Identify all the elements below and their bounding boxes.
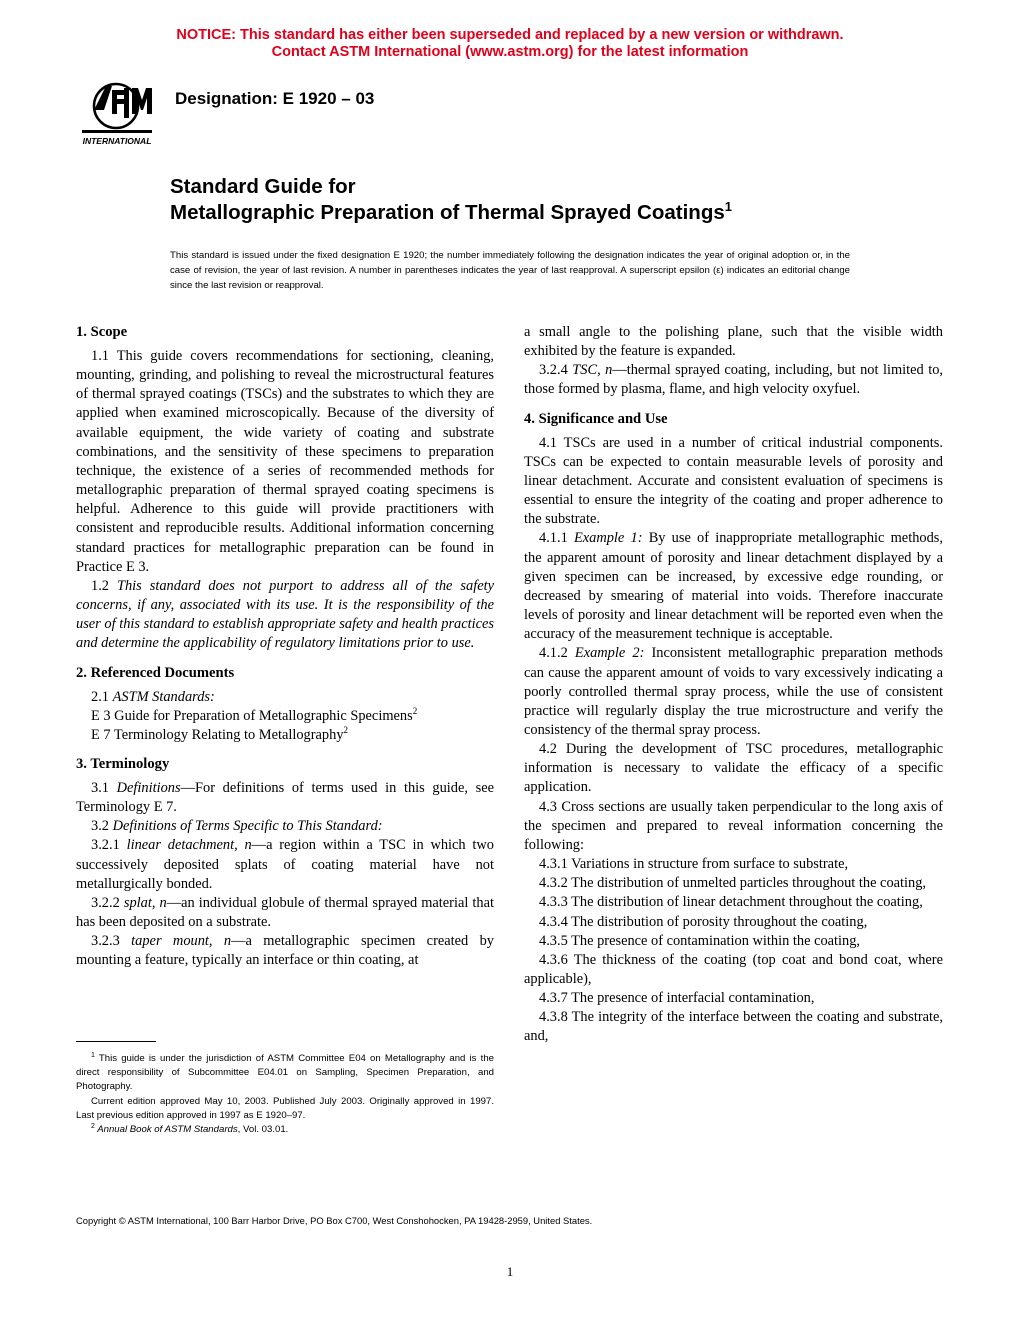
section-heading-significance: 4. Significance and Use [524,410,668,427]
page-title [170,174,732,226]
footnote-1-edition: Current edition approved May 10, 2003. Published July 2003. Originally approved in 1997. Last previous edition approved in 1997 as E 1920–97. [76,1095,494,1121]
footnotes [76,1052,494,1137]
paragraph-3-2-2: 3.2.2 splat, n—an individual globule of thermal sprayed material that has been deposited on a substrate. [76,894,494,931]
paragraph-3-2-4: 3.2.4 TSC, n—thermal sprayed coating, including, but not limited to, those formed by plasma, flame, and high velocity oxyfuel. [524,362,943,398]
paragraph-4-3: 4.3 Cross sections are usually taken perpendicular to the long axis of the specimen and prepared to reveal information concerning the following: [524,798,943,853]
paragraph-4-1: 4.1 TSCs are used in a number of critical industrial components. TSCs can be expected to contain measurable levels of porosity and linear detachment. Accurate and consistent evaluation of specimens is essential to ensure the integrity of the coating and proper adherence to the substrate. [524,434,943,528]
section-heading-terminology: 3. Terminology [76,755,170,772]
paragraph-1-2: 1.2 This standard does not purport to address all of the safety concerns, if any, associated with its use. It is the responsibility of the user of this standard to establish appropriate safety and health practices and determine the applicability of regulatory limitations prior to use. [76,577,494,652]
section-heading-scope: 1. Scope [76,324,128,340]
logo-text: INTERNATIONAL [82,136,152,146]
paragraph-2-1: 2.1 ASTM Standards: [91,688,215,705]
astm-logo-icon [76,76,160,148]
paragraph-3-2-1: 3.2.1 linear detachment, n—a region within a TSC in which two successively deposited splats of coating material have not metallurgically bonded. [76,837,494,892]
paragraph-4-3-2: 4.3.2 The distribution of unmelted particles throughout the coating, [539,875,927,892]
paragraph-3-2-3: 3.2.3 taper mount, n—a metallographic specimen created by mounting a feature, typically an interface or thin coating, at [76,933,494,969]
title-footnote-mark[interactable]: 1 [724,199,732,215]
paragraph-3-1: 3.1 Definitions—For definitions of terms used in this guide, see Terminology E 7. [76,779,494,816]
title-line-1: Standard Guide for [170,175,356,198]
footnote-2: $^2$ Annual Book of ASTM Standards, Vol. 03.01. [91,1122,289,1136]
notice-line-1: NOTICE: This standard has either been superseded and replaced by a new version or withdrawn. [176,27,844,43]
paragraph-4-3-3: 4.3.3 The distribution of linear detachment throughout the coating, [539,894,923,911]
paragraph-4-3-5: 4.3.5 The presence of contamination within the coating, [539,932,861,949]
paragraph-4-3-8: 4.3.8 The integrity of the interface between the coating and substrate, and, [524,1009,943,1045]
left-column [76,323,494,971]
section-heading-referenced-documents: 2. Referenced Documents [76,664,235,681]
paragraph-4-3-1: 4.3.1 Variations in structure from surface to substrate, [539,856,849,873]
paragraph-4-3-6: 4.3.6 The thickness of the coating (top coat and bond coat, where applicable), [524,951,943,987]
paragraph-1-1: 1.1 This guide covers recommendations for sectioning, cleaning, mounting, grinding, and polishing to reveal the microstructural features of thermal sprayed coatings (TSCs) and the substrates to which they are applied when examined microscopically. Because of the diversity of available equipment, the wide variety of coating and substrate combinations, and the sensitivity of these specimens to preparation technique, the existence of a series of recommended methods for metallographic preparation of thermal sprayed coating specimens is helpful. Adherence to this guide will provide practitioners with consistent and reproducible results. Additional information concerning standard practices for metallographic preparation can be found in Practice E 3. [76,348,494,575]
paragraph-4-1-1: 4.1.1 Example 1: By use of inappropriate metallographic methods, the apparent amount of porosity and linear detachment displayed by a given specimen can be increased, by excessive edge rounding, or decreased by smearing of material into voids. Therefore inaccurate levels of porosity and linear detachment will be reported even when the accuracy of the measurement technique is acceptable. [524,530,943,643]
reference-e3: E 3 Guide for Preparation of Metallographic Specimens$^2$ [91,705,418,724]
copyright-notice: Copyright © ASTM International, 100 Barr Harbor Drive, PO Box C700, West Conshohocken, PA 19428-2959, United States. [76,1215,593,1226]
paragraph-3-2: 3.2 Definitions of Terms Specific to This Standard: [91,818,383,835]
paragraph-4-2: 4.2 During the development of TSC procedures, metallographic information is necessary to validate the efficacy of a specific application. [524,741,943,796]
page-number: 1 [506,1264,514,1279]
issued-note: This standard is issued under the fixed designation E 1920; the number immediately following the designation indicates the year of original adoption or, in the case of revision, the year of last revision. A number in parentheses indicates the year of last reapproval. A superscript epsilon (ε) indicates an editorial change since the last revision or reapproval. [170,250,850,291]
designation: Designation: E 1920 – 03 [175,89,375,108]
footnote-1: $^1$ This guide is under the jurisdiction of ASTM Committee E04 on Metallography and is the direct responsibility of Subcommittee E04.01 on Sampling, Specimen Preparation, and Photography. [76,1051,494,1093]
right-column [524,323,943,1047]
title-line-2: Metallographic Preparation of Thermal Sprayed Coatings$^1$ [170,199,732,224]
notice-line-2: Contact ASTM International (www.astm.org) for the latest information [271,44,749,60]
reference-e7: E 7 Terminology Relating to Metallography$^2$ [91,725,349,743]
supersede-notice [0,27,1020,61]
paragraph-4-3-7: 4.3.7 The presence of interfacial contamination, [539,990,815,1007]
paragraph-3-2-3-continued: a small angle to the polishing plane, such that the visible width exhibited by the feature is expanded. [524,324,943,360]
paragraph-4-3-4: 4.3.4 The distribution of porosity throughout the coating, [539,913,868,930]
paragraph-4-1-2: 4.1.2 Example 2: Inconsistent metallographic preparation methods can cause the apparent amount of voids to vary excessively indicating a poorly controlled thermal spray process, while the use of consistent practice will regularly display the true microstructure and verify the consistency of the thermal spray process. [524,645,943,738]
footnote-divider [76,1041,156,1042]
